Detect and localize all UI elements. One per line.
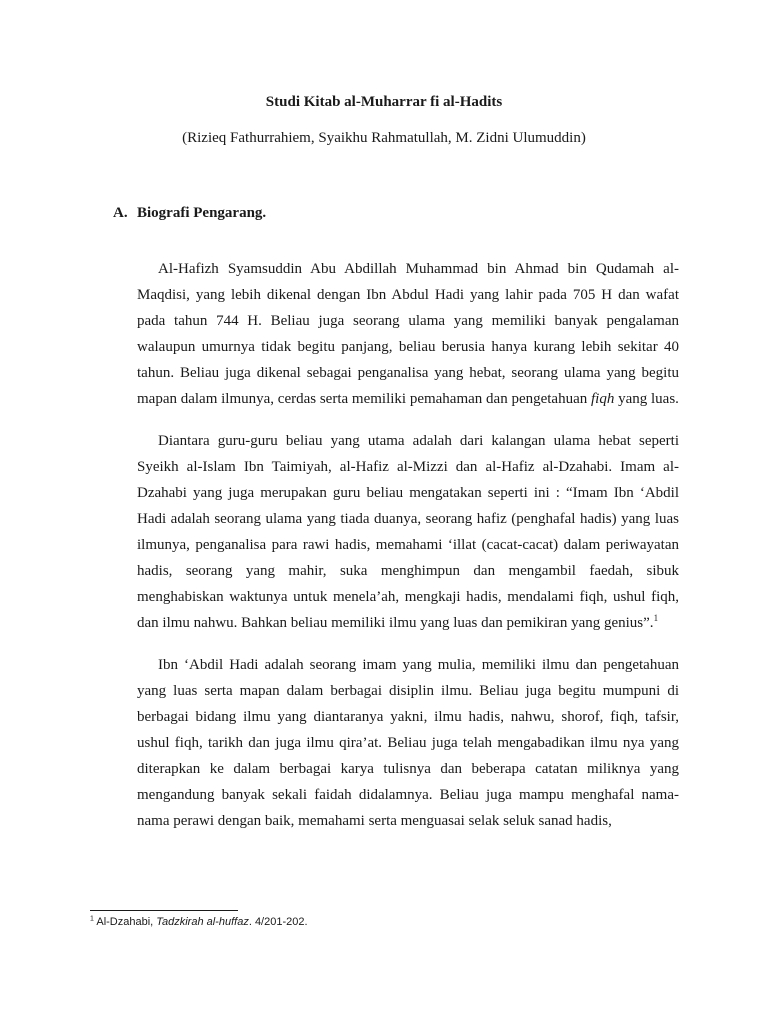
paragraph-3	[137, 652, 679, 860]
document-authors: (Rizieq Fathurrahiem, Syaikhu Rahmatullah, M. Zidni Ulumuddin)	[182, 130, 586, 146]
paragraph-2-text: Diantara guru-guru beliau yang utama adalah dari kalangan ulama hebat seperti Syeikh al-Islam Ibn Taimiyah, al-Hafiz al-Mizzi dan al-Hafiz al-Dzahabi. Imam al-Dzahabi yang juga merupakan guru beliau mengatakan seperti ini : “Imam Ibn ‘Abdil Hadi adalah seorang ulama yang tiada duanya, seorang hafiz (penghafal hadis) yang luas ilmunya, penganalisa para rawi hadis, memahami ‘illat (cacat-cacat) dalam periwayatan hadis, seorang yang mahir, suka menghimpun dan mengambil faedah, sibuk menghabiskan waktunya untuk menela’ah, mengkaji hadis, mendalami fiqh, ushul fiqh, dan ilmu nahwu. Bahkan beliau memiliki ilmu yang luas dan pemikiran yang genius”.	[137, 433, 679, 631]
body-text	[137, 256, 679, 860]
section-number: A.	[113, 205, 128, 221]
footnote-marker: 1	[90, 915, 94, 923]
document-title: Studi Kitab al-Muharrar fi al-Hadits	[265, 94, 503, 110]
section-heading	[113, 205, 266, 222]
footnote-reference[interactable]: 1	[653, 613, 659, 623]
paragraph-1-text-end: yang luas.	[618, 391, 679, 407]
footnote-ref: . 4/201-202.	[248, 916, 308, 928]
footnote-author: Al-Dzahabi,	[96, 916, 154, 928]
paragraph-2	[137, 428, 679, 636]
section-title: Biografi Pengarang.	[137, 205, 267, 221]
paragraph-3-text: Ibn ‘Abdil Hadi adalah seorang imam yang mulia, memiliki ilmu dan pengetahuan yang luas serta mapan dalam berbagai disiplin ilmu. Beliau juga begitu mumpuni di berbagai bidang ilmu yang diantaranya yakni, ilmu hadis, nahwu, shorof, fiqh, tafsir, ushul fiqh, tarikh dan juga ilmu qira’at. Beliau juga telah mengabadikan ilmu nya yang diterapkan ke dalam berbagai karya tulisnya dan beberapa catatan miliknya yang mengandung banyak sekali faidah didalamnya. Beliau juga mampu menghafal nama-nama perawi dengan baik, memahami serta menguasai selak seluk sanad hadis,	[137, 657, 679, 829]
footnote-divider	[90, 910, 238, 911]
footnote	[90, 916, 308, 928]
paragraph-1-text: Al-Hafizh Syamsuddin Abu Abdillah Muhammad bin Ahmad bin Qudamah al-Maqdisi, yang lebih dikenal dengan Ibn Abdul Hadi yang lahir pada 705 H dan wafat pada tahun 744 H. Beliau juga seorang ulama yang memiliki banyak pengalaman walaupun umurnya tidak begitu panjang, beliau berusia hanya kurang lebih sekitar 40 tahun. Beliau juga dikenal sebagai penganalisa yang hebat, seorang ulama yang begitu mapan dalam ilmunya, cerdas serta memiliki pemahaman dan pengetahuan	[137, 261, 679, 407]
footnote-work: Tadzkirah al-huffaz	[156, 916, 249, 928]
paragraph-1-italic-term: fiqh	[591, 391, 615, 407]
paragraph-1	[137, 256, 679, 412]
